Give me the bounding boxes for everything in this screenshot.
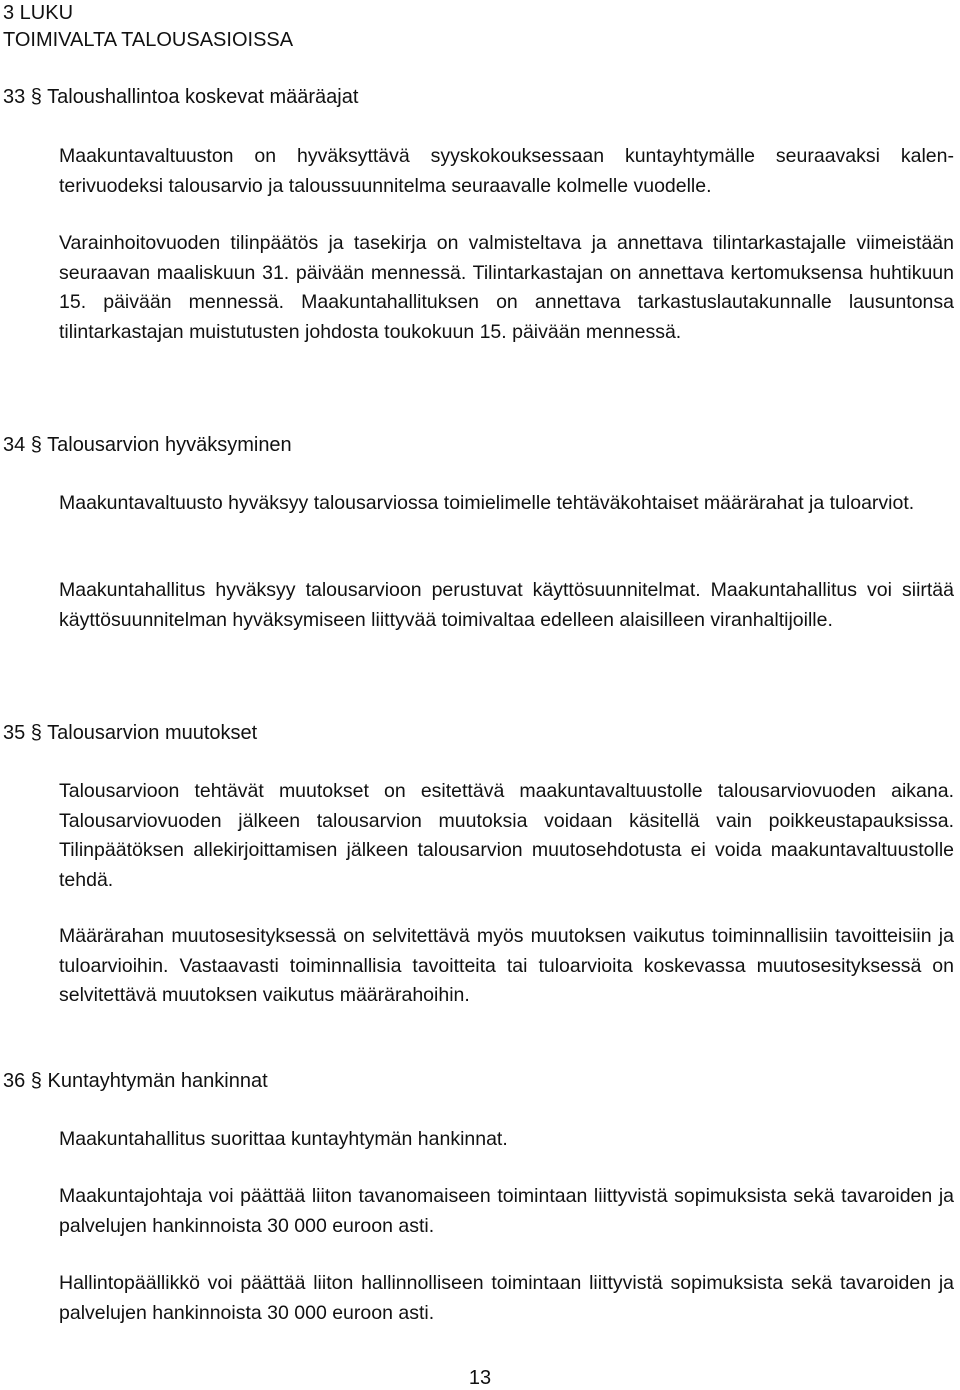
section-34-paragraph-1: Maakuntavaltuusto hyväksyy talousarviossa toimielimelle tehtäväkohtaiset määrärahat ja tuloarviot. <box>59 492 915 514</box>
section-heading-33: 33 § Taloushallintoa koskevat määräajat <box>3 86 359 108</box>
section-heading-36: 36 § Kuntayhtymän hankinnat <box>3 1070 268 1092</box>
section-36-paragraph-1: Maakuntahallitus suorittaa kuntayhtymän hankinnat. <box>59 1128 508 1150</box>
chapter-title: TOIMIVALTA TALOUSASIOISSA <box>3 29 294 51</box>
section-33-paragraph-2: Varainhoitovuoden tilinpäätös ja tasekirja on valmisteltava ja annettava tilintarkastajalle viimeistään seuraavan maaliskuun 31. päivään mennessä. Tilintarkastajan on annettava kertomuksensa huhtikuun 15. päivään mennessä. Maakuntahallituksen on annettava tarkastuslautakunnalle lausuntonsa tilintarkastajan muistutusten johdosta toukokuun 15. päivään mennessä. <box>59 232 954 343</box>
section-36-paragraph-2: Maakuntajohtaja voi päättää liiton tavanomaiseen toimintaan liittyvistä sopimuksista sekä tavaroiden ja palvelujen hankinnoista 30 000 euroon asti. <box>59 1185 954 1237</box>
section-35-paragraph-2: Määrärahan muutosesityksessä on selvitettävä myös muutoksen vaikutus toiminnallisiin tavoitteisiin ja tuloarvioihin. Vastaavasti toiminnallisia tavoitteita tai tuloarvioita koskevassa muutosesityksessä on selvitettävä muutoksen vaikutus määrärahoihin. <box>59 925 954 1006</box>
section-heading-35: 35 § Talousarvion muutokset <box>3 722 258 744</box>
chapter-number: 3 LUKU <box>3 2 74 24</box>
page-number: 13 <box>468 1367 492 1389</box>
section-33-paragraph-1: Maakuntavaltuuston on hyväksyttävä syyskokouksessaan kuntayhtymälle seuraavaksi kalenterivuodeksi talousarvio ja taloussuunnitelma seuraavalle kolmelle vuodelle. <box>59 145 954 197</box>
section-35-paragraph-1: Talousarvioon tehtävät muutokset on esitettävä maakuntavaltuustolle talousarviovuoden aikana. Talousarviovuoden jälkeen talousarvion muutoksia voidaan käsitellä vain poikkeustapauksissa. Tilinpäätöksen allekirjoittamisen jälkeen talousarvion muutosehdotusta ei voida maakuntavaltuustolle tehdä. <box>59 780 954 891</box>
section-36-paragraph-3: Hallintopäällikkö voi päättää liiton hallinnolliseen toimintaan liittyvistä sopimuksista sekä tavaroiden ja palvelujen hankinnoista 30 000 euroon asti. <box>59 1272 954 1324</box>
section-34-paragraph-2: Maakuntahallitus hyväksyy talousarvioon perustuvat käyttösuunnitelmat. Maakuntahallitus voi siirtää käyttösuunnitelman hyväksymiseen liittyvää toimivaltaa edelleen alaisilleen viranhaltijoille. <box>59 579 954 631</box>
section-heading-34: 34 § Talousarvion hyväksyminen <box>3 434 292 456</box>
chapter-heading <box>3 0 293 54</box>
